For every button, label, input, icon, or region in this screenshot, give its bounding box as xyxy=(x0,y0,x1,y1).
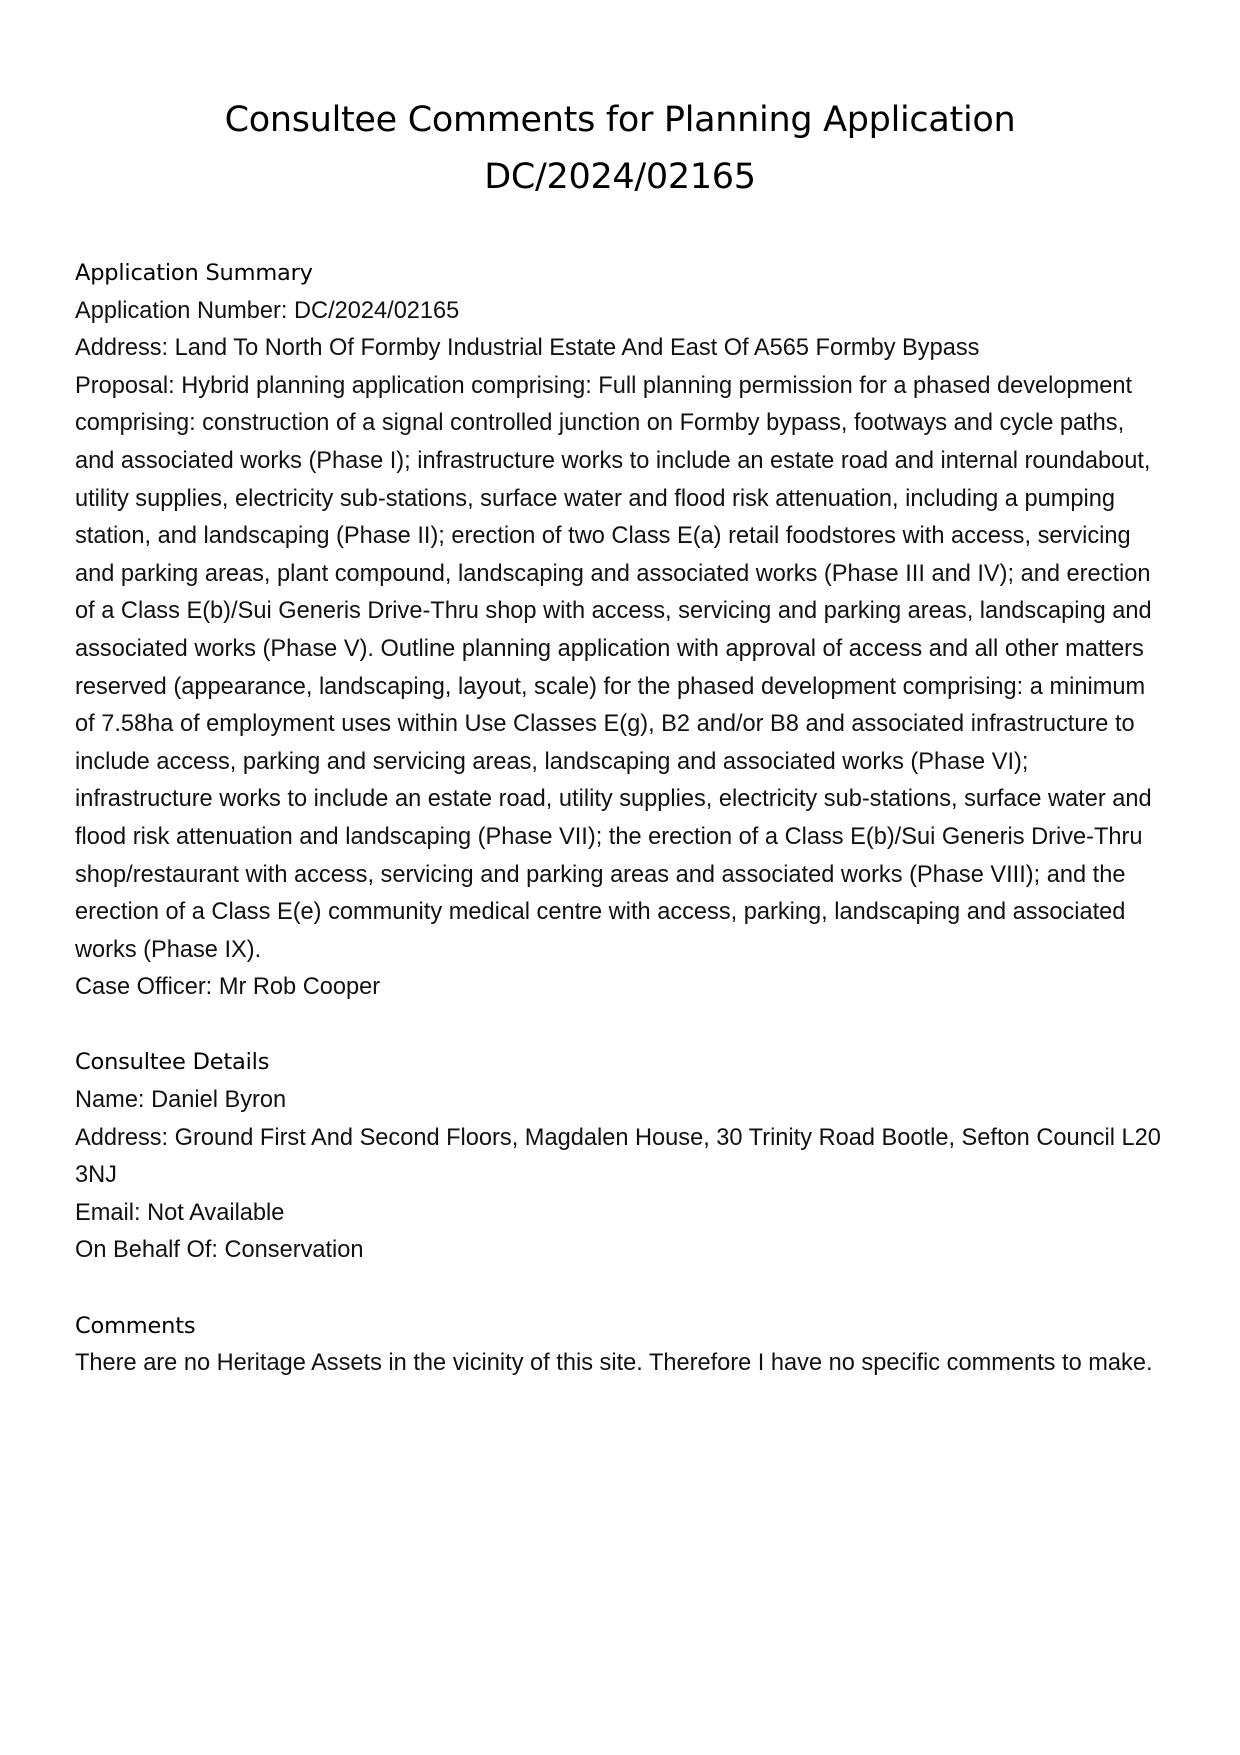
application-address-label: Address: xyxy=(75,335,169,362)
proposal-value: Hybrid planning application comprising: Full planning permission for a phased development comprising: construction of a signal controlled junction on Formby bypass, footways and cycle paths, and associated works (Phase I); infrastructure works to include an estate road and internal roundabout, utility supplies, electricity sub-stations, surface water and flood risk attenuation, including a pumping station, and landscaping (Phase II); erection of two Class E(a) retail foodstores with access, servicing and parking areas, plant compound, landscaping and associated works (Phase III and IV); and erection of a Class E(b)/Sui Generis Drive-Thru shop with access, servicing and parking areas, landscaping and associated works (Phase V). Outline planning application with approval of access and all other matters reserved (appearance, landscaping, layout, scale) for the phased development comprising: a minimum of 7.58ha of employment uses within Use Classes E(g), B2 and/or B8 and associated infrastructure to include access, parking and servicing areas, landscaping and associated works (Phase VI); infrastructure works to include an estate road, utility supplies, electricity sub-stations, surface water and flood risk attenuation and landscaping (Phase VII); the erection of a Class E(b)/Sui Generis Drive-Thru shop/restaurant with access, servicing and parking areas and associated works (Phase VIII); and the erection of a Class E(e) community medical centre with access, parking, landscaping and associated works (Phase IX). xyxy=(75,372,1152,963)
application-number-value: DC/2024/02165 xyxy=(294,297,460,324)
comments-section xyxy=(75,1308,1167,1383)
consultee-name-line xyxy=(75,1082,1167,1120)
proposal-label: Proposal: xyxy=(75,372,175,399)
consultee-details-section xyxy=(75,1044,1167,1270)
consultee-address-value: Ground First And Second Floors, Magdalen House, 30 Trinity Road Bootle, Sefton Council L20 3NJ xyxy=(75,1124,1161,1189)
application-number-line xyxy=(75,293,1167,331)
on-behalf-of-label: On Behalf Of: xyxy=(75,1237,218,1264)
application-summary-heading: Application Summary xyxy=(75,260,313,286)
application-number-label: Application Number: xyxy=(75,297,288,324)
case-officer-value: Mr Rob Cooper xyxy=(218,974,381,1001)
consultee-email-label: Email: xyxy=(75,1199,141,1226)
document-content xyxy=(75,255,1167,1383)
consultee-details-heading: Consultee Details xyxy=(75,1049,270,1076)
application-address-line xyxy=(75,330,1167,368)
consultee-email-value: Not Available xyxy=(147,1199,285,1226)
on-behalf-of-line xyxy=(75,1232,1167,1270)
on-behalf-of-value: Conservation xyxy=(224,1237,364,1264)
proposal-line xyxy=(75,368,1167,970)
comments-text: There are no Heritage Assets in the vicinity of this site. Therefore I have no specific comments to make. xyxy=(75,1350,1153,1377)
page-title-line-2: DC/2024/02165 xyxy=(484,157,756,197)
application-summary-section xyxy=(75,255,1167,1007)
consultee-address-label: Address: xyxy=(75,1124,169,1151)
page-title-line-1: Consultee Comments for Planning Application xyxy=(224,100,1016,140)
consultee-address-line xyxy=(75,1120,1167,1195)
application-address-value: Land To North Of Formby Industrial Estate And East Of A565 Formby Bypass xyxy=(174,335,980,362)
page-title xyxy=(120,92,1120,206)
case-officer-label: Case Officer: xyxy=(75,974,213,1001)
consultee-name-value: Daniel Byron xyxy=(151,1087,287,1114)
comments-heading: Comments xyxy=(75,1312,196,1339)
consultee-name-label: Name: xyxy=(75,1087,145,1114)
consultee-email-line xyxy=(75,1195,1167,1233)
case-officer-line xyxy=(75,969,1167,1007)
